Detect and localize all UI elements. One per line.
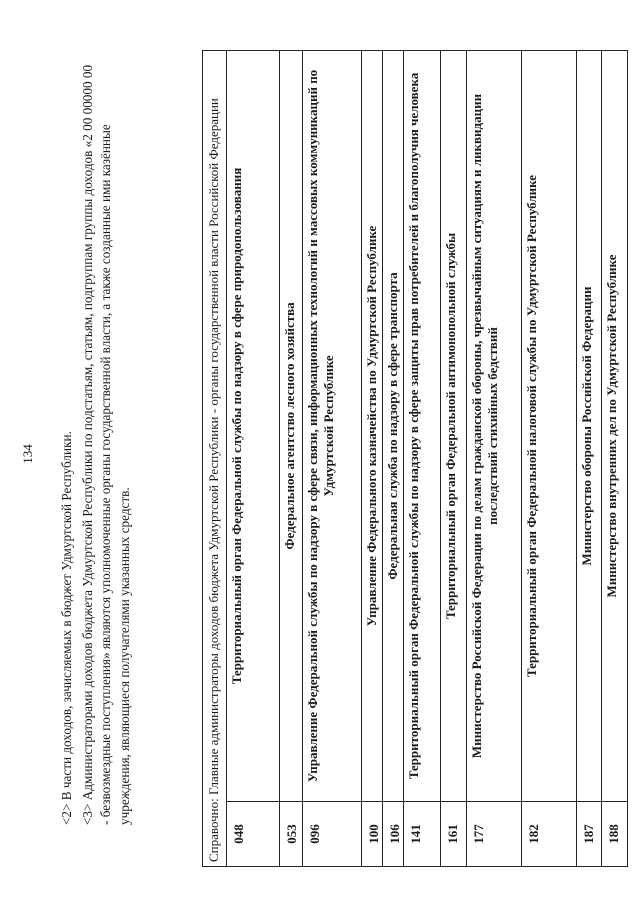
admin-code: 161 [441,802,467,867]
table-row [404,51,441,867]
admin-code: 053 [280,802,303,867]
table-row [577,51,602,867]
admin-name: Управление Федеральной службы по надзору в сфере связи, информационных технологий и массовых коммуникаций по Удмуртской Республике [303,51,362,802]
table-row [522,51,577,867]
administrators-table [202,50,628,867]
admin-code: 182 [522,802,577,867]
page-number: 134 [20,444,35,464]
table-row [383,51,404,867]
table-row [280,51,303,867]
admin-name: Министерство внутренних дел по Удмуртской Республике [602,51,628,802]
admin-name: Территориальный орган Федеральной налоговой службы по Удмуртской Республике [522,51,577,802]
table-row [227,51,280,867]
admin-name: Территориальный орган Федеральной антимонопольной службы [441,51,467,802]
table-caption: Справочно: Главные администраторы доходов бюджета Удмуртской Республики - органы государственной власти Российской Федерации [203,51,227,867]
footnotes [58,63,134,825]
admin-code: 188 [602,802,628,867]
table-row [303,51,362,867]
admin-name: Территориальный орган Федеральной службы по надзору в сфере природопользования [227,51,280,802]
table-row [441,51,467,867]
admin-code: 141 [404,802,441,867]
admin-code: 100 [362,802,383,867]
footnote-3: <3> Администраторами доходов бюджета Удмуртской Республики по подстатьям, статьям, подгруппам группы доходов «2 00 00000 00 - безвозмездные поступления» являются уполномоченные органы государственной власти, а также созданные ими казённые учреждения, являющиеся получателями указанных средств. [79,64,132,825]
admin-name: Министерство обороны Российской Федерации [577,51,602,802]
admin-name: Федеральное агентство лесного хозяйства [280,51,303,802]
admin-name: Министерство Российской Федерации по делам гражданской обороны, чрезвычайным ситуациям и ликвидации последствий стихийных бедствий [467,51,522,802]
table-row [362,51,383,867]
table-caption-row [203,51,227,867]
admin-code: 048 [227,802,280,867]
admin-name: Управление Федерального казначейства по Удмуртской Республике [362,51,383,802]
admin-code: 096 [303,802,362,867]
table-row [467,51,522,867]
table-row [602,51,628,867]
admin-code: 177 [467,802,522,867]
admin-name: Федеральная служба по надзору в сфере транспорта [383,51,404,802]
admin-code: 187 [577,802,602,867]
admin-code: 106 [383,802,404,867]
admin-name: Территориальный орган Федеральной службы по надзору в сфере защиты прав потребителей и благополучия человека [404,51,441,802]
footnote-2: <2> В части доходов, зачисляемых в бюджет Удмуртской Республики. [59,431,74,825]
